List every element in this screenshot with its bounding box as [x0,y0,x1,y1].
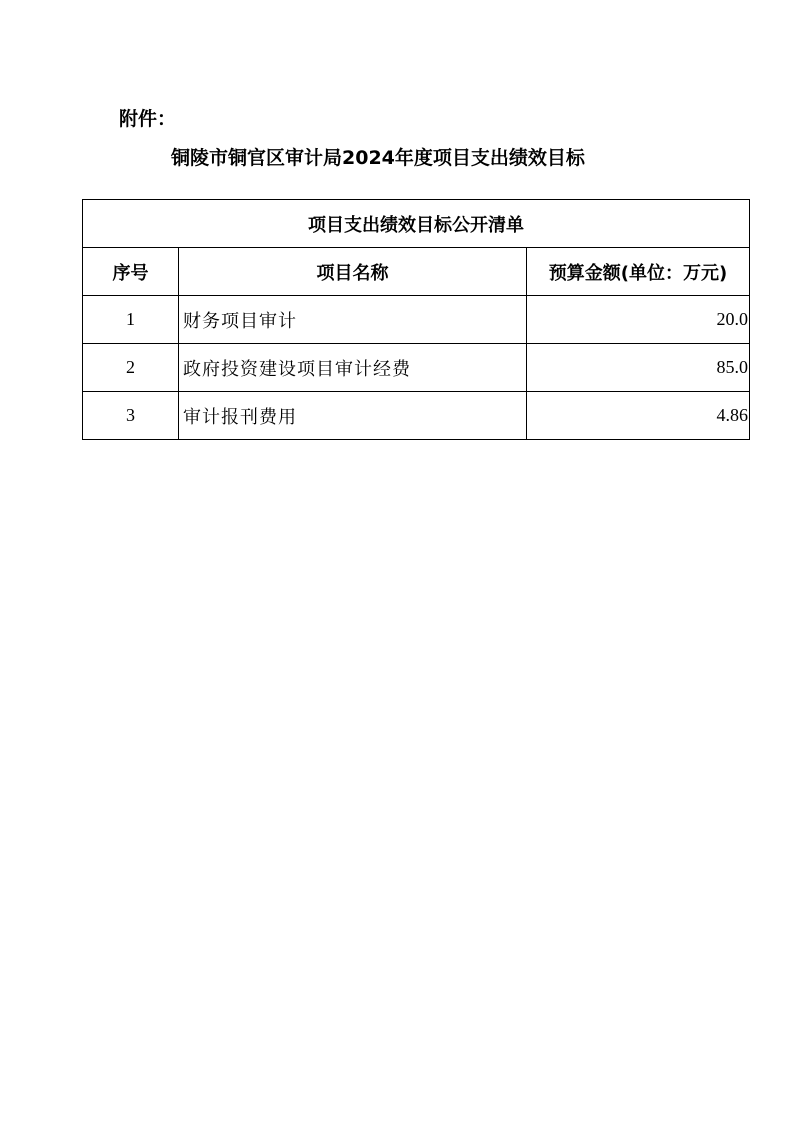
table-row [83,344,750,392]
attachment-label: 附件： [119,108,177,130]
header-name: 项目名称 [179,248,527,296]
row-name: 审计报刊费用 [179,392,527,440]
row-amount: 85.0 [527,344,750,392]
table-caption-row [83,200,750,248]
table-caption: 项目支出绩效目标公开清单 [83,200,750,248]
row-no: 2 [83,344,179,392]
header-no: 序号 [83,248,179,296]
row-name: 财务项目审计 [179,296,527,344]
header-amount: 预算金额(单位：万元) [527,248,750,296]
document-title: 铜陵市铜官区审计局2024年度项目支出绩效目标 [171,147,585,169]
table-row [83,392,750,440]
row-no: 1 [83,296,179,344]
row-no: 3 [83,392,179,440]
table-header-row [83,248,750,296]
row-name: 政府投资建设项目审计经费 [179,344,527,392]
budget-table [82,199,750,440]
row-amount: 20.0 [527,296,750,344]
table-row [83,296,750,344]
row-amount: 4.86 [527,392,750,440]
